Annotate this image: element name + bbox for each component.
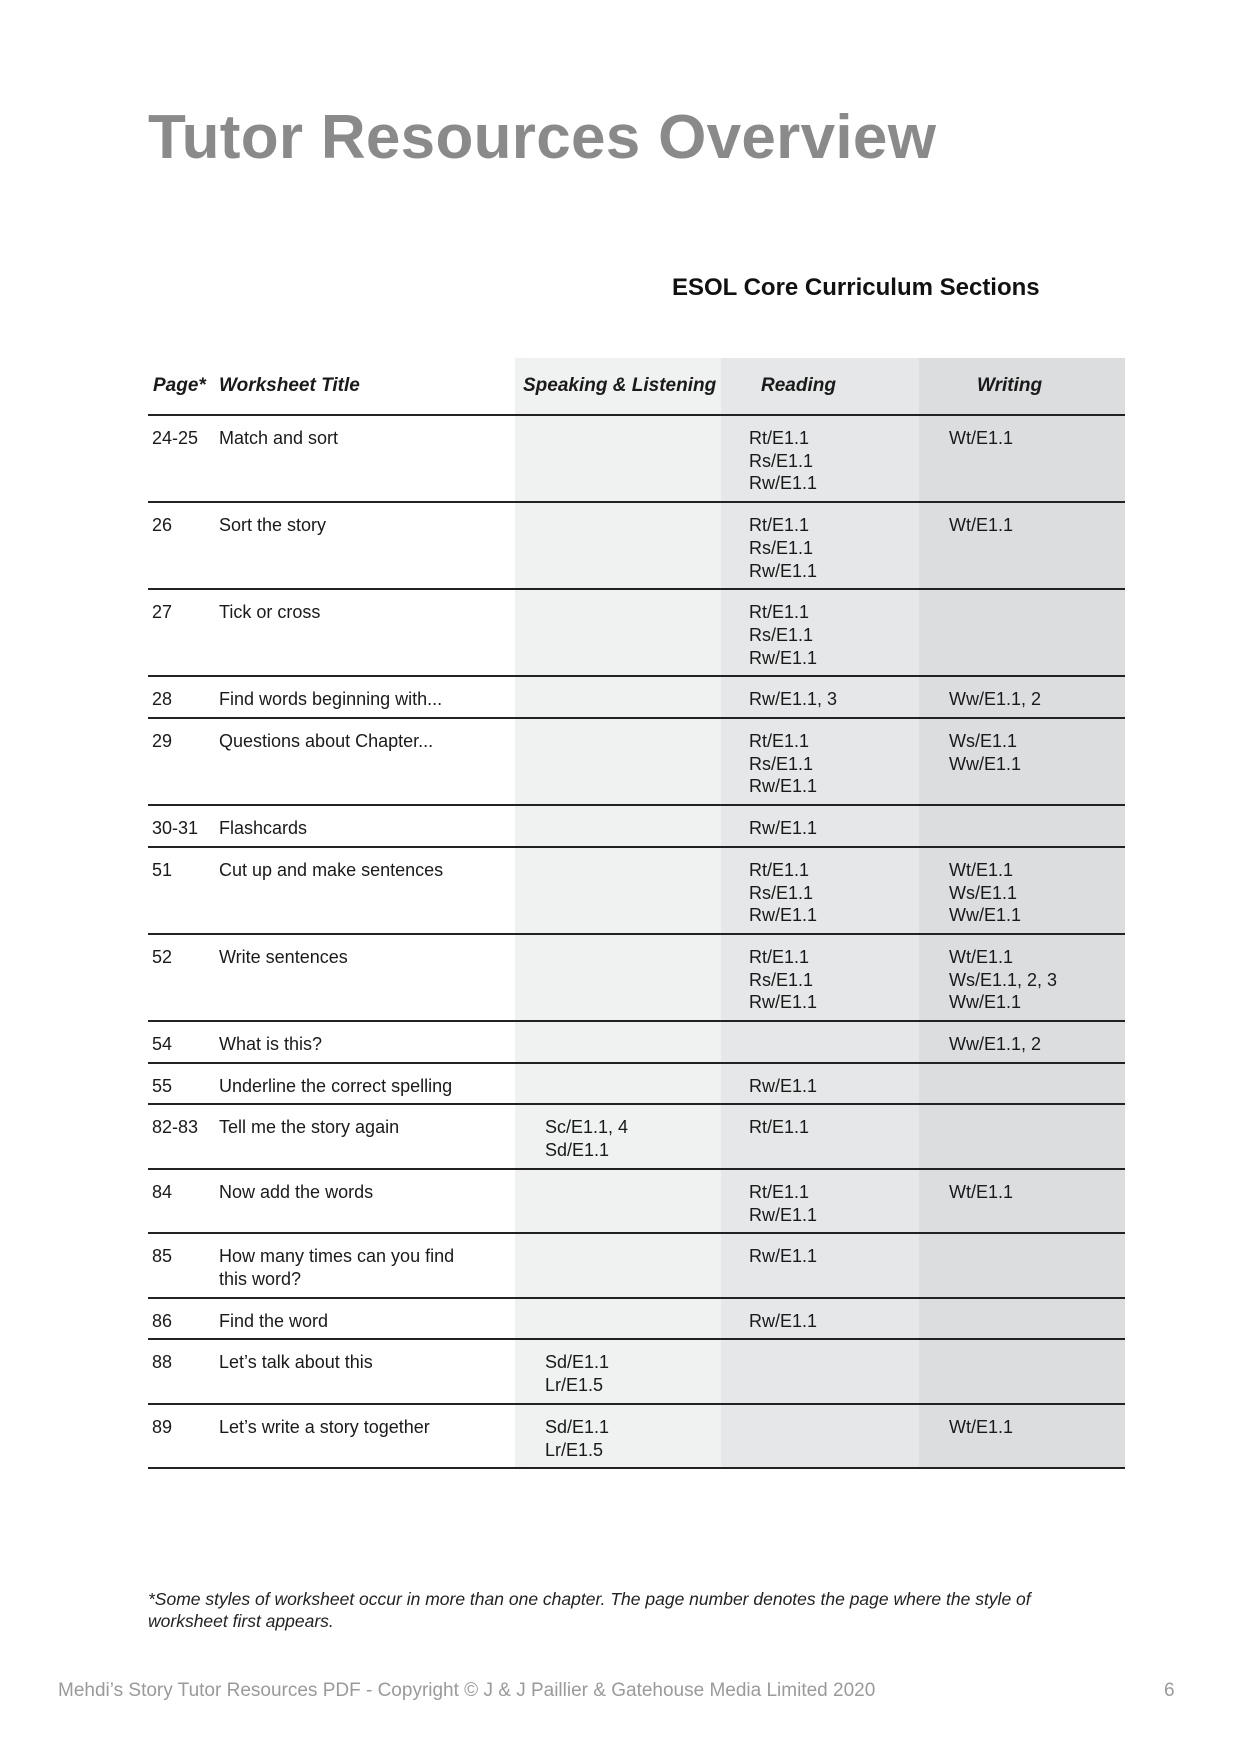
- table-row: [148, 1298, 1125, 1340]
- cell-page: 28: [148, 676, 211, 718]
- cell-writing: [919, 1339, 1125, 1403]
- table-row: [148, 1063, 1125, 1105]
- table-row: [148, 718, 1125, 805]
- header-reading: Reading: [721, 358, 919, 415]
- cell-worksheet-title: [211, 676, 515, 718]
- table-row: [148, 589, 1125, 676]
- cell-writing: [919, 718, 1125, 805]
- cell-worksheet-title-line: Questions about Chapter...: [219, 731, 434, 752]
- cell-worksheet-title-line: Now add the words: [219, 1181, 374, 1202]
- cell-reading-line: Rw/E1.1: [749, 776, 818, 797]
- table-row: [148, 1021, 1125, 1063]
- cell-worksheet-title-line: Write sentences: [219, 946, 348, 967]
- cell-writing-line: Wt/E1.1: [949, 1416, 1014, 1437]
- footnote: *Some styles of worksheet occur in more than one chapter. The page number denotes the page where the style of worksheet first appears.: [148, 1589, 1031, 1631]
- cell-writing: [919, 589, 1125, 676]
- cell-speaking-listening: [515, 805, 721, 847]
- footer-copyright: Mehdi’s Story Tutor Resources PDF - Copyright © J & J Paillier & Gatehouse Media Limited 2020: [58, 1680, 876, 1701]
- cell-speaking-listening: [515, 1298, 721, 1340]
- cell-reading: [721, 1021, 919, 1063]
- cell-speaking-listening: [515, 1104, 721, 1168]
- cell-speaking-listening: [515, 934, 721, 1021]
- cell-writing-line: Ww/E1.1: [949, 992, 1022, 1013]
- cell-page: 29: [148, 718, 211, 805]
- cell-worksheet-title: [211, 415, 515, 502]
- cell-speaking-listening: [515, 1063, 721, 1105]
- cell-reading-line: Rs/E1.1: [749, 882, 814, 903]
- cell-worksheet-title: [211, 847, 515, 934]
- cell-reading: [721, 1104, 919, 1168]
- cell-worksheet-title-line: How many times can you find: [219, 1246, 455, 1267]
- cell-speaking-listening: [515, 589, 721, 676]
- cell-writing: [919, 415, 1125, 502]
- cell-reading-line: Rs/E1.1: [749, 753, 814, 774]
- cell-reading: [721, 805, 919, 847]
- cell-speaking-listening-line: Lr/E1.5: [545, 1375, 604, 1396]
- cell-writing: [919, 676, 1125, 718]
- cell-worksheet-title: [211, 805, 515, 847]
- cell-worksheet-title-line: Tick or cross: [219, 602, 321, 623]
- cell-reading-line: Rs/E1.1: [749, 450, 814, 471]
- cell-worksheet-title-line: this word?: [219, 1268, 302, 1289]
- cell-writing: [919, 1104, 1125, 1168]
- cell-reading-line: Rw/E1.1: [749, 818, 818, 839]
- cell-writing-line: Wt/E1.1: [949, 946, 1014, 967]
- cell-worksheet-title: [211, 502, 515, 589]
- cell-reading-line: Rw/E1.1: [749, 647, 818, 668]
- page-title: Tutor Resources Overview: [148, 103, 937, 172]
- cell-reading-line: Rt/E1.1: [749, 946, 810, 967]
- cell-writing-line: Wt/E1.1: [949, 515, 1014, 536]
- cell-reading-line: Rt/E1.1: [749, 602, 810, 623]
- cell-writing-line: Wt/E1.1: [949, 859, 1014, 880]
- cell-speaking-listening: [515, 1404, 721, 1468]
- page-number: 6: [1164, 1680, 1175, 1701]
- cell-speaking-listening-line: Sd/E1.1: [545, 1352, 610, 1373]
- cell-reading: [721, 502, 919, 589]
- cell-reading: [721, 718, 919, 805]
- curriculum-table: [148, 358, 1125, 1469]
- table-row: [148, 934, 1125, 1021]
- cell-reading-line: Rt/E1.1: [749, 1117, 810, 1138]
- cell-reading-line: Rw/E1.1: [749, 1310, 818, 1331]
- cell-writing: [919, 847, 1125, 934]
- cell-speaking-listening-line: Sd/E1.1: [545, 1416, 610, 1437]
- cell-worksheet-title-line: Tell me the story again: [219, 1117, 400, 1138]
- cell-worksheet-title-line: Cut up and make sentences: [219, 859, 444, 880]
- header-writing: Writing: [919, 358, 1125, 415]
- cell-writing-line: Wt/E1.1: [949, 428, 1014, 448]
- cell-writing-line: Ww/E1.1: [949, 905, 1022, 926]
- cell-page: 88: [148, 1339, 211, 1403]
- cell-writing-line: Ww/E1.1: [949, 753, 1022, 774]
- cell-speaking-listening-line: Lr/E1.5: [545, 1439, 604, 1460]
- cell-worksheet-title-line: Underline the correct spelling: [219, 1075, 453, 1096]
- cell-worksheet-title: [211, 1298, 515, 1340]
- cell-reading-line: Rt/E1.1: [749, 1181, 810, 1202]
- cell-page: 55: [148, 1063, 211, 1105]
- cell-worksheet-title: [211, 934, 515, 1021]
- table-row: [148, 1404, 1125, 1468]
- cell-reading: [721, 1339, 919, 1403]
- cell-worksheet-title: [211, 1063, 515, 1105]
- cell-reading-line: Rt/E1.1: [749, 731, 810, 752]
- cell-page: 82-83: [148, 1104, 211, 1168]
- cell-speaking-listening-line: Sd/E1.1: [545, 1140, 610, 1161]
- cell-reading-line: Rw/E1.1: [749, 992, 818, 1013]
- cell-worksheet-title-line: Let’s write a story together: [219, 1416, 430, 1437]
- cell-page: 26: [148, 502, 211, 589]
- header-page: Page*: [148, 358, 211, 415]
- table-row: [148, 1169, 1125, 1233]
- table-row: [148, 415, 1125, 502]
- cell-reading: [721, 1404, 919, 1468]
- cell-reading-line: Rw/E1.1: [749, 560, 818, 581]
- cell-page: 89: [148, 1404, 211, 1468]
- cell-reading: [721, 1063, 919, 1105]
- cell-reading-line: Rt/E1.1: [749, 515, 810, 536]
- cell-page: 30-31: [148, 805, 211, 847]
- table-header-row: [148, 358, 1125, 415]
- table-row: [148, 805, 1125, 847]
- cell-worksheet-title: [211, 589, 515, 676]
- cell-reading-line: Rt/E1.1: [749, 859, 810, 880]
- cell-page: 27: [148, 589, 211, 676]
- cell-writing: [919, 1404, 1125, 1468]
- cell-worksheet-title-line: What is this?: [219, 1034, 323, 1055]
- cell-page: 24-25: [148, 415, 211, 502]
- cell-reading: [721, 934, 919, 1021]
- cell-page: 85: [148, 1233, 211, 1297]
- cell-reading: [721, 1233, 919, 1297]
- cell-writing: [919, 1233, 1125, 1297]
- table-row: [148, 847, 1125, 934]
- cell-reading-line: Rw/E1.1: [749, 473, 818, 494]
- cell-writing-line: Ws/E1.1, 2, 3: [949, 969, 1058, 990]
- cell-worksheet-title: [211, 1404, 515, 1468]
- cell-page: 52: [148, 934, 211, 1021]
- cell-worksheet-title-line: Find words beginning with...: [219, 689, 443, 710]
- cell-worksheet-title-line: Match and sort: [219, 428, 339, 448]
- cell-writing-line: Ws/E1.1: [949, 882, 1018, 903]
- cell-reading-line: Rt/E1.1: [749, 428, 810, 448]
- cell-worksheet-title-line: Sort the story: [219, 515, 327, 536]
- cell-writing: [919, 1169, 1125, 1233]
- cell-speaking-listening: [515, 415, 721, 502]
- cell-writing-line: Ww/E1.1, 2: [949, 1034, 1042, 1055]
- cell-worksheet-title: [211, 1233, 515, 1297]
- cell-writing: [919, 502, 1125, 589]
- cell-writing-line: Wt/E1.1: [949, 1181, 1014, 1202]
- cell-page: 51: [148, 847, 211, 934]
- cell-reading-line: Rs/E1.1: [749, 969, 814, 990]
- cell-speaking-listening: [515, 1339, 721, 1403]
- cell-reading: [721, 676, 919, 718]
- cell-speaking-listening: [515, 718, 721, 805]
- header-worksheet-title: Worksheet Title: [211, 358, 515, 415]
- cell-reading-line: Rw/E1.1, 3: [749, 689, 838, 710]
- table-row: [148, 502, 1125, 589]
- cell-reading-line: Rw/E1.1: [749, 1246, 818, 1267]
- cell-speaking-listening: [515, 1233, 721, 1297]
- cell-speaking-listening: [515, 1021, 721, 1063]
- cell-page: 54: [148, 1021, 211, 1063]
- curriculum-table-container: [148, 358, 1125, 1469]
- cell-worksheet-title-line: Flashcards: [219, 818, 308, 839]
- cell-reading: [721, 415, 919, 502]
- cell-worksheet-title: [211, 718, 515, 805]
- cell-worksheet-title: [211, 1339, 515, 1403]
- cell-reading: [721, 1298, 919, 1340]
- table-row: [148, 1339, 1125, 1403]
- cell-writing-line: Ws/E1.1: [949, 731, 1018, 752]
- cell-writing: [919, 934, 1125, 1021]
- cell-worksheet-title-line: Find the word: [219, 1310, 329, 1331]
- cell-writing: [919, 1298, 1125, 1340]
- cell-speaking-listening: [515, 502, 721, 589]
- cell-worksheet-title: [211, 1021, 515, 1063]
- header-speaking-listening: Speaking & Listening: [515, 358, 721, 415]
- cell-reading-line: Rs/E1.1: [749, 537, 814, 558]
- cell-speaking-listening: [515, 847, 721, 934]
- table-row: [148, 1104, 1125, 1168]
- cell-page: 84: [148, 1169, 211, 1233]
- cell-speaking-listening-line: Sc/E1.1, 4: [545, 1117, 629, 1138]
- cell-writing-line: Ww/E1.1, 2: [949, 689, 1042, 710]
- cell-reading-line: Rw/E1.1: [749, 1204, 818, 1225]
- cell-writing: [919, 1063, 1125, 1105]
- table-row: [148, 1233, 1125, 1297]
- cell-worksheet-title-line: Let’s talk about this: [219, 1352, 373, 1373]
- cell-speaking-listening: [515, 1169, 721, 1233]
- cell-reading-line: Rw/E1.1: [749, 905, 818, 926]
- cell-reading: [721, 847, 919, 934]
- cell-reading: [721, 1169, 919, 1233]
- cell-reading: [721, 589, 919, 676]
- cell-reading-line: Rs/E1.1: [749, 624, 814, 645]
- table-body: [148, 415, 1125, 1468]
- cell-writing: [919, 805, 1125, 847]
- cell-speaking-listening: [515, 676, 721, 718]
- cell-writing: [919, 1021, 1125, 1063]
- cell-worksheet-title: [211, 1169, 515, 1233]
- cell-worksheet-title: [211, 1104, 515, 1168]
- table-row: [148, 676, 1125, 718]
- cell-page: 86: [148, 1298, 211, 1340]
- cell-reading-line: Rw/E1.1: [749, 1075, 818, 1096]
- section-heading: ESOL Core Curriculum Sections: [672, 274, 1040, 301]
